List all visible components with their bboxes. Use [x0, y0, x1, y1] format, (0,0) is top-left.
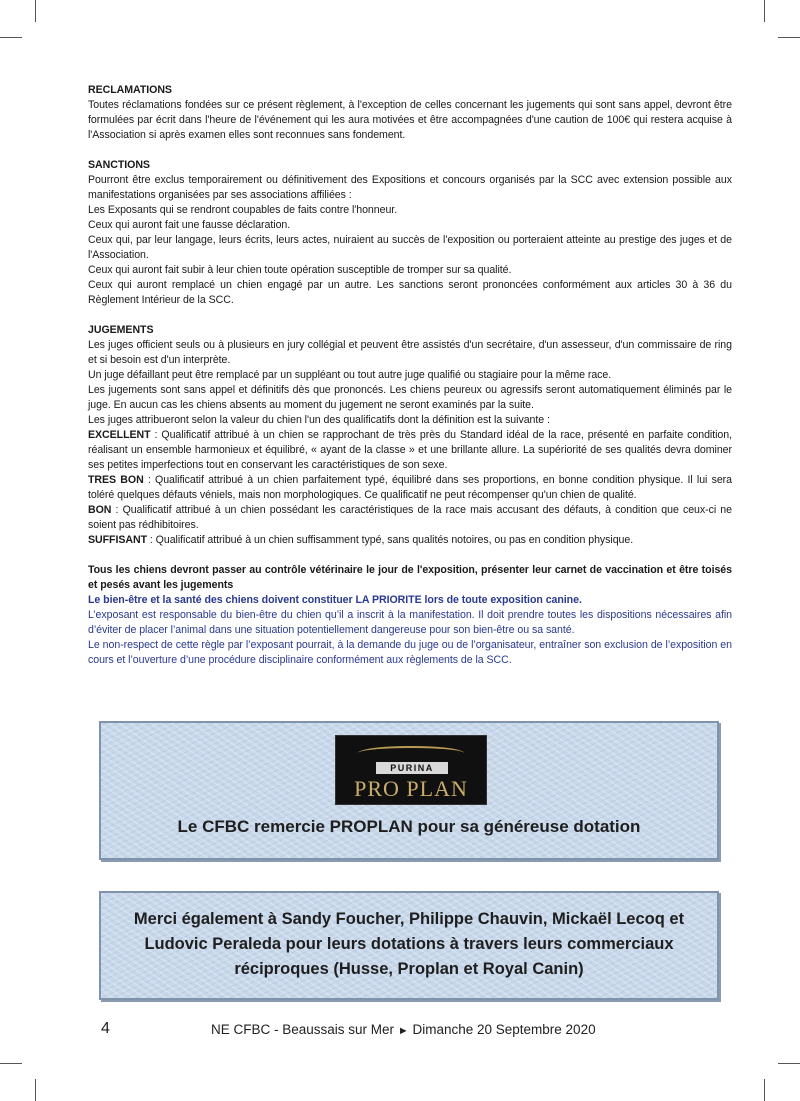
welfare-lead: Le bien-être et la santé des chiens doivent constituer LA PRIORITE lors de toute exposition canine. [88, 594, 582, 606]
welfare-line: Le non-respect de cette règle par l’exposant pourrait, à la demande du juge ou de l’organisateur, entraîner son exclusion de l’exposition en cours et l’ouverture d’une procédure disciplinaire conformément aux règlements de la SCC. [88, 639, 732, 666]
sponsor-thanks: Le CFBC remercie PROPLAN pour sa généreuse dotation [177, 817, 641, 836]
jugements-section [88, 323, 732, 548]
sanctions-line: Pourront être exclus temporairement ou définitivement des Expositions et concours organisés par la SCC avec extension possible aux manifestations organisées par ses associations affiliées : [88, 174, 732, 201]
qualificatif-suffisant [88, 533, 732, 548]
sponsor-box [99, 721, 719, 860]
thanks-box [99, 891, 719, 1000]
proplan-logo [335, 735, 487, 805]
arrow-right-icon: ► [397, 1025, 409, 1037]
qualificatif-term: EXCELLENT [88, 429, 151, 441]
logo-proplan-text: PRO PLAN [354, 776, 468, 801]
jugements-heading: JUGEMENTS [88, 324, 154, 336]
qualificatif-excellent [88, 428, 732, 473]
sanctions-line: Ceux qui auront remplacé un chien engagé par un autre. Les sanctions seront prononcées conformément aux articles 30 à 36 du Règlement Intérieur de la SCC. [88, 279, 732, 306]
qualificatif-term: SUFFISANT [88, 534, 147, 546]
thanks-text: Merci également à Sandy Foucher, Philippe Chauvin, Mickaël Lecoq et Ludovic Peraleda pour leurs dotations à travers leurs commerciaux réciproques (Husse, Proplan et Royal Canin) [133, 910, 685, 978]
qualificatif-tres-bon [88, 473, 732, 503]
regulations-body [88, 83, 732, 668]
sanctions-line: Ceux qui, par leur langage, leurs écrits, leurs actes, nuiraient au succès de l'exposition ou porteraient atteinte au prestige des juges et de l'Association. [88, 234, 732, 261]
reclamations-text: Toutes réclamations fondées sur ce présent règlement, à l'exception de celles concernant les jugements qui sont sans appel, devront être formulées par écrit dans l'heure de l'événement qui les aura motivées et être accompagnées d'une caution de 100€ qui restera acquise à l'Association si après examen elles sont reconnues sans fondement. [88, 99, 732, 141]
qualificatif-term: TRES BON [88, 474, 144, 486]
qualificatif-bon [88, 503, 732, 533]
footer-date: Dimanche 20 Septembre 2020 [412, 1022, 596, 1037]
logo-purina-text: PURINA [376, 762, 448, 774]
jugements-line: Les jugements sont sans appel et définitifs dès que prononcés. Les chiens peureux ou agressifs seront automatiquement éliminés par le juge. En aucun cas les chiens absents au moment du jugement ne seront examinés par la suite. [88, 384, 732, 411]
qualificatif-definition: : Qualificatif attribué à un chien suffisamment typé, sans qualités notoires, ou pas en condition physique. [147, 534, 634, 546]
veterinary-note: Tous les chiens devront passer au contrôle vétérinaire le jour de l'exposition, présenter leur carnet de vaccination et être toisés et pesés avant les jugements [88, 564, 732, 591]
logo-arc-decoration [358, 746, 464, 760]
jugements-line: Les juges officient seuls ou à plusieurs en jury collégial et peuvent être assistés d'un secrétaire, d'un assesseur, d'un commissaire de ring et si besoin est d'un interprète. [88, 339, 732, 366]
sanctions-line: Les Exposants qui se rendront coupables de faits contre l'honneur. [88, 204, 398, 216]
footer-event: NE CFBC - Beaussais sur Mer [211, 1022, 395, 1037]
jugements-line: Les juges attribueront selon la valeur du chien l'un des qualificatifs dont la définition est la suivante : [88, 414, 550, 426]
jugements-line: Un juge défaillant peut être remplacé par un suppléant ou tout autre juge qualifié ou stagiaire pour la même race. [88, 369, 612, 381]
qualificatif-definition: : Qualificatif attribué à un chien se rapprochant de très près du Standard idéal de la race, présenté en parfaite condition, réalisant un ensemble harmonieux et équilibré, « ayant de la classe » et une brillante allure. La supériorité de ses qualités devra dominer ses petites imperfections tout en conservant les caractéristiques de son sexe. [88, 429, 732, 471]
reclamations-section [88, 83, 732, 143]
reclamations-heading: RECLAMATIONS [88, 84, 172, 96]
sanctions-line: Ceux qui auront fait une fausse déclaration. [88, 219, 291, 231]
footer [211, 1022, 596, 1037]
qualificatif-definition: : Qualificatif attribué à un chien possédant les caractéristiques de la race mais accusant des défauts, à condition que ceux-ci ne soient pas rédhibitoires. [88, 504, 732, 531]
page-number: 4 [101, 1020, 110, 1037]
sanctions-heading: SANCTIONS [88, 159, 150, 171]
qualificatif-definition: : Qualificatif attribué à un chien parfaitement typé, équilibré dans ses proportions, en bonne condition physique. Il lui sera toléré quelques défauts véniels, mais non morphologiques. Ce qualificatif ne peut récompenser qu'un chien de qualité. [88, 474, 732, 501]
sanctions-line: Ceux qui auront fait subir à leur chien toute opération susceptible de tromper sur sa qualité. [88, 264, 512, 276]
welfare-line: L’exposant est responsable du bien-être du chien qu’il a inscrit à la manifestation. Il doit prendre toutes les dispositions nécessaires afin d’éviter de placer l’animal dans une situation potentiellement dangereuse pour son bien-être ou sa santé. [88, 609, 732, 636]
sanctions-section [88, 158, 732, 308]
qualificatif-term: BON [88, 504, 112, 516]
welfare-section [88, 593, 732, 668]
